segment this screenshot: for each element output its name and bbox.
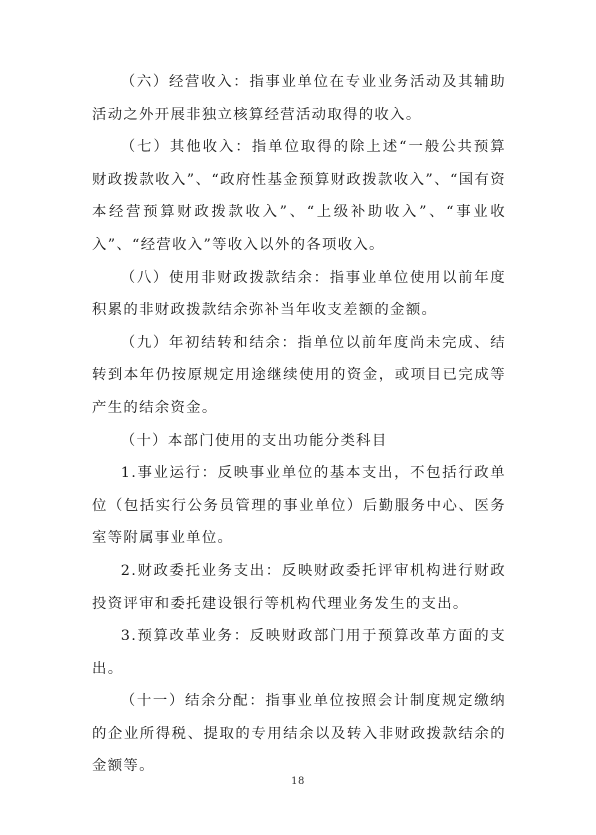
paragraph-public-institution-operation: 1.事业运行：反映事业单位的基本支出，不包括行政单位（包括实行公务员管理的事业单位）后勤服务中心、医务室等附属事业单位。: [92, 465, 506, 547]
paragraph-surplus-distribution: （十一）结余分配：指事业单位按照会计制度规定缴纳的企业所得税、提取的专用结余以及转入非财政拨款结余的金额等。: [92, 693, 506, 775]
paragraph-non-fiscal-surplus-use: （八）使用非财政拨款结余：指事业单位使用以前年度积累的非财政拨款结余弥补当年收支差额的金额。: [92, 269, 506, 319]
paragraph-operating-income: （六）经营收入：指事业单位在专业业务活动及其辅助活动之外开展非独立核算经营活动取得的收入。: [92, 74, 506, 123]
paragraph-budget-reform-business: 3.预算改革业务：反映财政部门用于预算改革方面的支出。: [92, 628, 506, 677]
paragraph-other-income: （七）其他收入：指单位取得的除上述“一般公共预算财政拨款收入”、“政府性基金预算财政拨款收入”、“国有资本经营预算财政拨款收入”、“上级补助收入”、“事业收入”、“经营收入”等收入以外的各项收入。: [92, 139, 506, 253]
paragraph-entrusted-business-expenditure: 2.财政委托业务支出：反映财政委托评审机构进行财政投资评审和委托建设银行等机构代理业务发生的支出。: [92, 562, 506, 612]
page-number: 18: [291, 776, 305, 787]
document-body: [92, 66, 506, 783]
section-heading-expenditure-categories: （十）本部门使用的支出功能分类科目: [120, 432, 388, 449]
paragraph-carryover-and-surplus: （九）年初结转和结余：指单位以前年度尚未完成、结转到本年仍按原规定用途继续使用的资金，或项目已完成等产生的结余资金。: [92, 334, 506, 416]
